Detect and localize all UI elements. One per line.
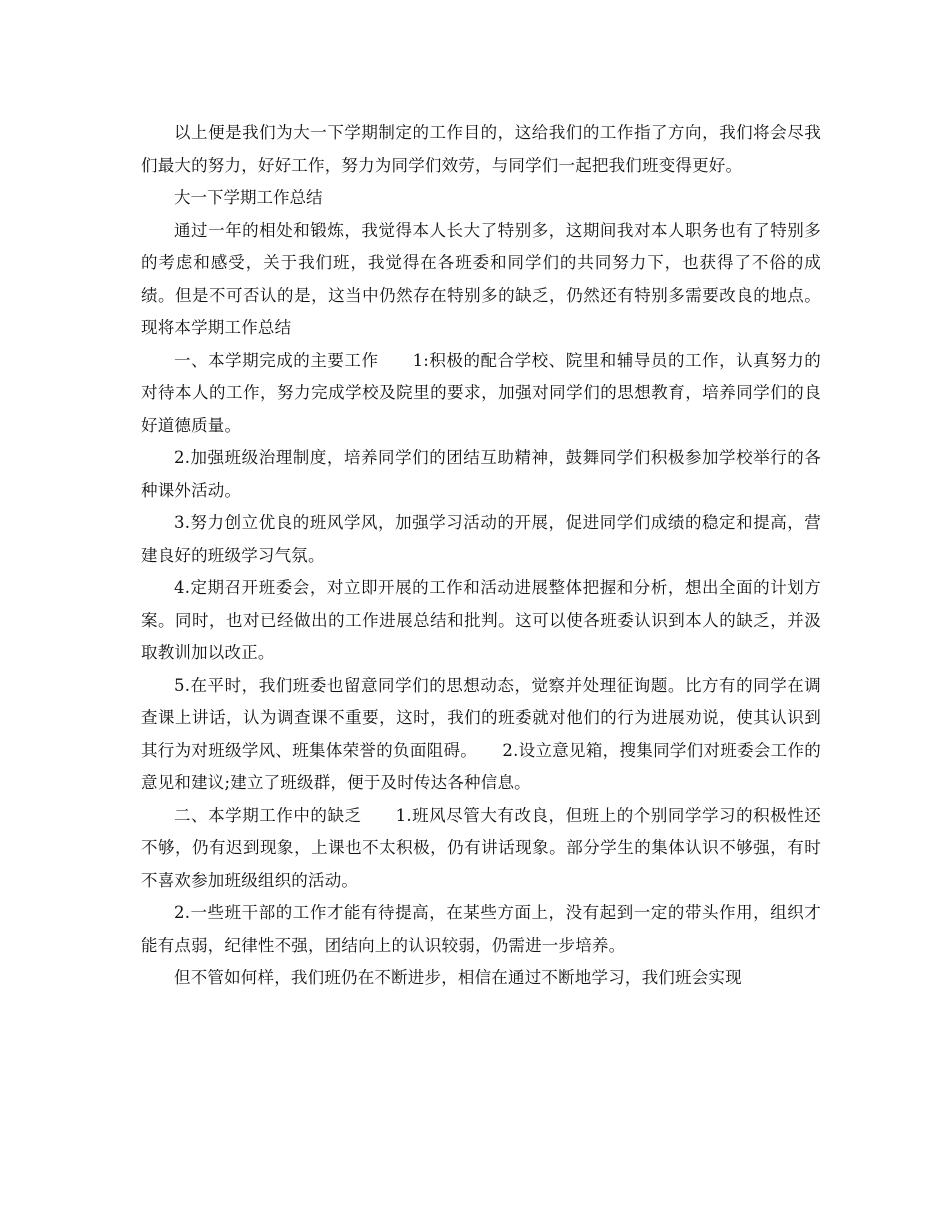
paragraph-item-5: 5.在平时，我们班委也留意同学们的思想动态，觉察并处理征询题。比方有的同学在调查课上讲话，认为调查课不重要，这时，我们的班委就对他们的行为进展劝说，使其认识到其行为对班级学风、班集体荣誉的负面阻碍。 2.设立意见箱，搜集同学们对班委会工作的意见和建议;建立了班级群，便于及时传达各种信息。 bbox=[141, 675, 821, 792]
paragraph-intro: 通过一年的相处和锻炼，我觉得本人长大了特别多，这期间我对本人职务也有了特别多的考虑和感受，关于我们班，我觉得在各班委和同学们的共同努力下，也获得了不俗的成绩。但是不可否认的是，这当中仍然存在特别多的缺乏，仍然还有特别多需要改良的地点。现将本学期工作总结 bbox=[141, 220, 821, 337]
document-body bbox=[141, 117, 821, 995]
paragraph-goal-conclusion: 以上便是我们为大一下学期制定的工作目的，这给我们的工作指了方向，我们将会尽我们最大的努力，好好工作，努力为同学们效劳，与同学们一起把我们班变得更好。 bbox=[141, 123, 821, 175]
paragraph-item-3: 3.努力创立优良的班风学风，加强学习活动的开展，促进同学们成绩的稳定和提高，营建良好的班级学习气氛。 bbox=[141, 513, 821, 565]
paragraph-item-2: 2.加强班级治理制度，培养同学们的团结互助精神，鼓舞同学们积极参加学校举行的各种课外活动。 bbox=[141, 448, 821, 500]
paragraph-main-work: 一、本学期完成的主要工作 1:积极的配合学校、院里和辅导员的工作，认真努力的对待本人的工作，努力完成学校及院里的要求，加强对同学们的思想教育，培养同学们的良好道德质量。 bbox=[141, 350, 821, 435]
section-title-work-summary: 大一下学期工作总结 bbox=[174, 188, 323, 207]
paragraph-shortcomings-2: 2.一些班干部的工作才能有待提高，在某些方面上，没有起到一定的带头作用，组织才能有点弱，纪律性不强，团结向上的认识较弱，仍需进一步培养。 bbox=[141, 903, 821, 955]
paragraph-shortcomings: 二、本学期工作中的缺乏 1.班风尽管大有改良，但班上的个别同学学习的积极性还不够，仍有迟到现象，上课也不太积极，仍有讲话现象。部分学生的集体认识不够强，有时不喜欢参加班级组织的活动。 bbox=[141, 805, 821, 890]
paragraph-item-4: 4.定期召开班委会，对立即开展的工作和活动进展整体把握和分析，想出全面的计划方案。同时，也对已经做出的工作进展总结和批判。这可以使各班委认识到本人的缺乏，并汲取教训加以改正。 bbox=[141, 578, 821, 662]
paragraph-closing: 但不管如何样，我们班仍在不断进步，相信在通过不断地学习，我们班会实现 bbox=[174, 968, 742, 987]
